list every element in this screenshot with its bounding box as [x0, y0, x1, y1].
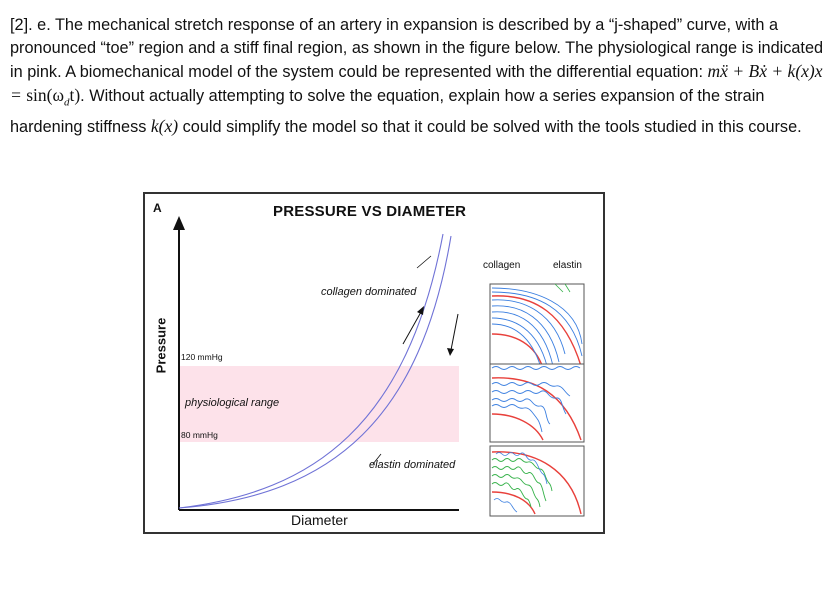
- figure-graphic: [145, 194, 603, 532]
- legend-elastin: elastin: [553, 260, 582, 271]
- physiological-range-label: physiological range: [185, 397, 280, 409]
- fiber-diagram-low-pressure: [490, 446, 584, 516]
- pressure-diameter-figure: [143, 192, 605, 534]
- elastin-dominated-label: elastin dominated: [369, 459, 456, 471]
- question-text: [10, 14, 826, 139]
- panel-letter: A: [153, 201, 162, 215]
- collagen-dominated-label: collagen dominated: [321, 286, 417, 298]
- question-part-3: could simplify the model so that it could be solved with the tools studied in this course.: [178, 117, 802, 136]
- question-part-1: [2]. e. The mechanical stretch response of an artery in expansion is described by a “j-shaped” curve, with a pronounced “toe” region and a stiff final region, as shown in the figure below. The physiological range is indicated in pink. A biomechanical model of the system could be represented with the differential equation:: [10, 16, 824, 81]
- legend-collagen: collagen: [483, 260, 521, 271]
- y-axis-arrow: [173, 216, 185, 230]
- question-part-2: . Without actually attempting to solve the equation, explain how a series expansion of the strain hardening stiffness: [10, 87, 765, 136]
- figure-title: PRESSURE VS DIAMETER: [273, 203, 467, 220]
- differential-equation: mẍ + Bẋ + $k(x)x = \sin(\omega_dt)$: [10, 61, 823, 109]
- stiffness-symbol: k(x): [150, 115, 179, 136]
- fiber-diagram-high-pressure: [490, 284, 584, 370]
- y-axis-label: Pressure: [153, 317, 169, 374]
- tick-80-mmhg: 80 mmHg: [181, 430, 218, 440]
- x-axis-label: Diameter: [291, 512, 348, 528]
- tick-120-mmhg: 120 mmHg: [181, 352, 223, 362]
- down-arrow: [451, 314, 458, 350]
- fiber-diagram-mid-pressure: [490, 364, 584, 442]
